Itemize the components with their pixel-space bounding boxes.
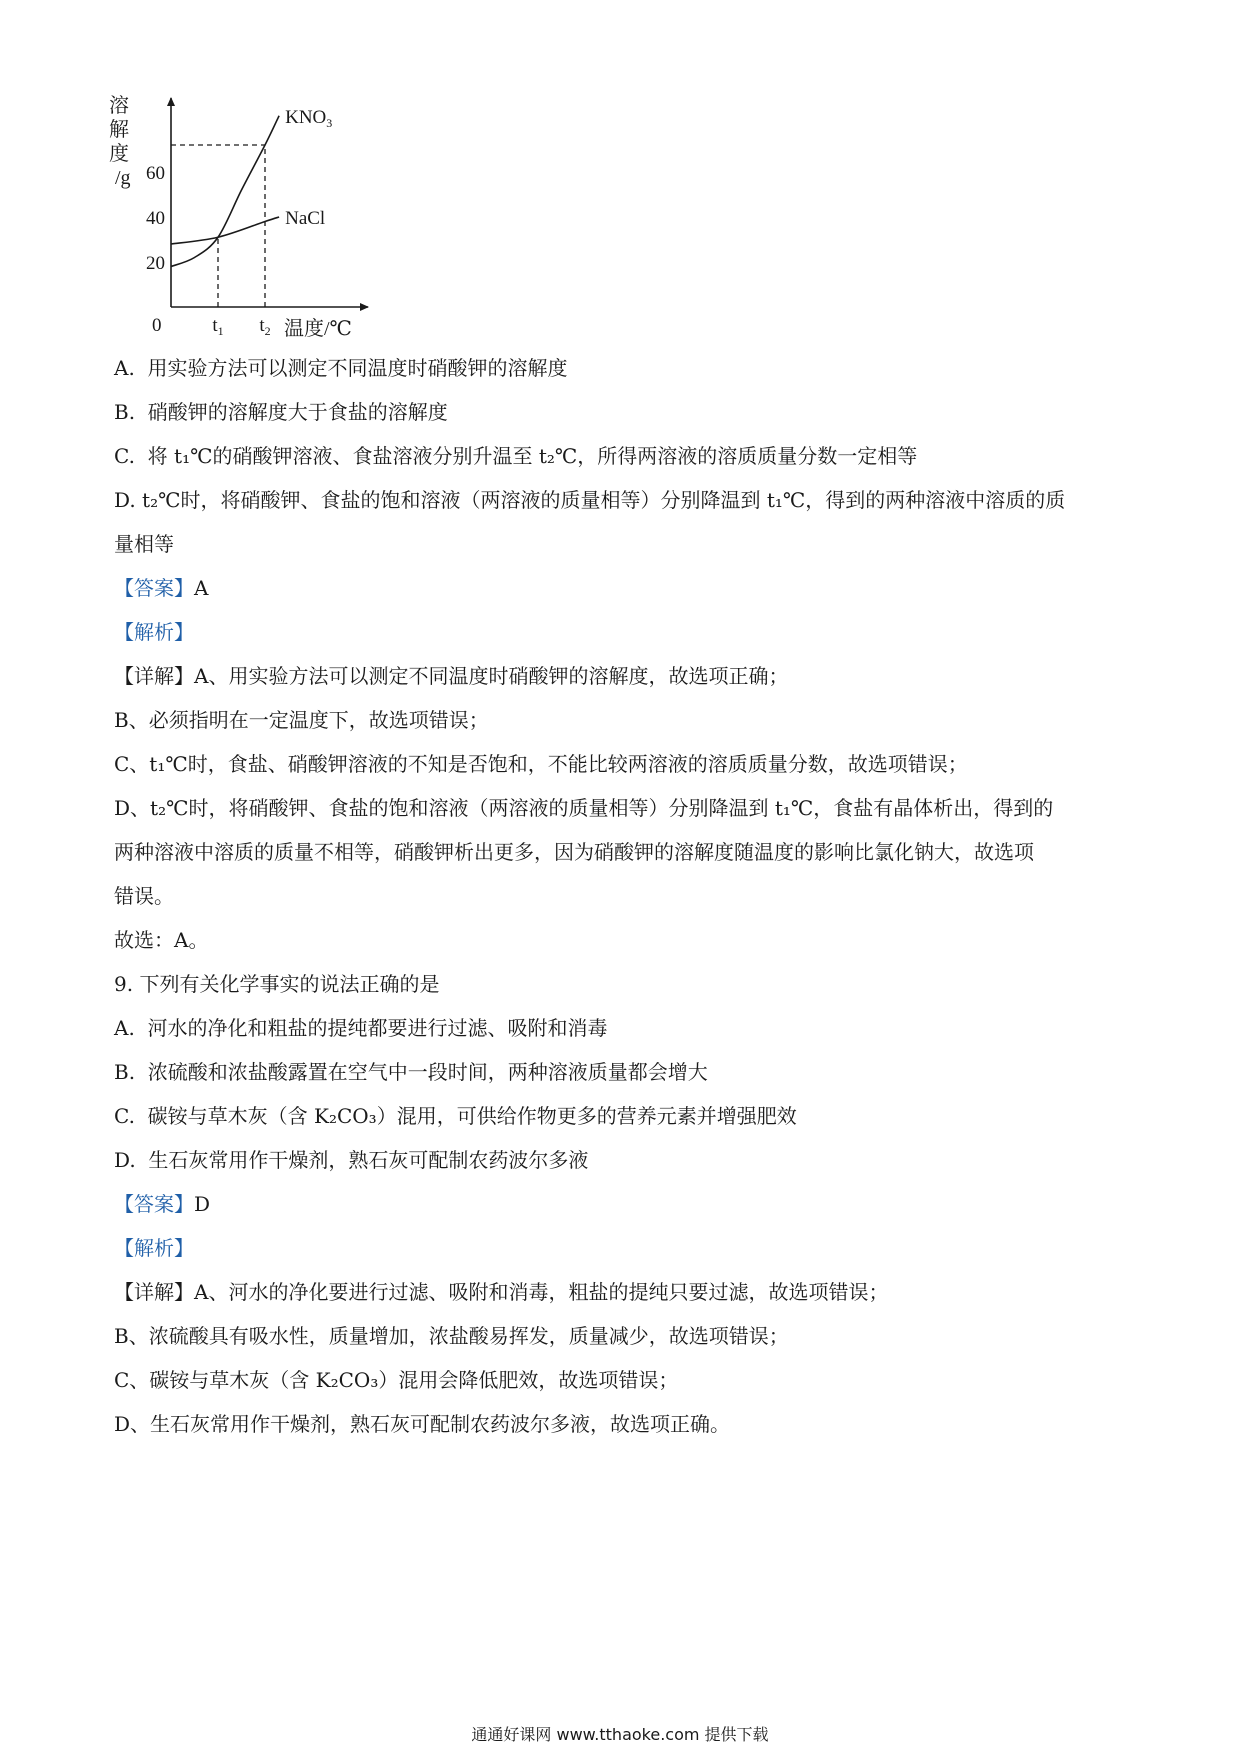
q9-answer [114, 1191, 210, 1217]
q9-detail-c: C、碳铵与草木灰（含 K₂CO₃）混用会降低肥效，故选项错误； [114, 1368, 679, 1392]
x-tick-labels [152, 315, 271, 338]
q9-option-b: B. 浓硫酸和浓盐酸露置在空气中一段时间，两种溶液质量都会增大 [114, 1060, 708, 1084]
q8-conclusion: 故选：A。 [114, 928, 209, 952]
x-axis-label: 温度/℃ [284, 318, 352, 340]
q9-analysis-label: 【解析】 [114, 1236, 194, 1260]
answer-label: 【答案】 [114, 576, 194, 600]
q8-detail-d-line1: D、t₂℃时，将硝酸钾、食盐的饱和溶液（两溶液的质量相等）分别降温到 t₁℃，食盐有晶体析出，得到的 [114, 796, 1054, 820]
q8-detail-a: 【详解】A、用实验方法可以测定不同温度时硝酸钾的溶解度，故选项正确； [114, 664, 789, 688]
q9-detail-d: D、生石灰常用作干燥剂，熟石灰可配制农药波尔多液，故选项正确。 [114, 1412, 731, 1436]
series-labels [285, 107, 332, 229]
q8-detail-d-line3: 错误。 [114, 884, 174, 908]
q9-option-a: A. 河水的净化和粗盐的提纯都要进行过滤、吸附和消毒 [114, 1016, 608, 1040]
detail-label: 【详解】 [114, 664, 194, 688]
q8-option-b: B. 硝酸钾的溶解度大于食盐的溶解度 [114, 400, 448, 424]
y-axis-label-char: 溶 [109, 95, 129, 117]
detail-label: 【详解】 [114, 1280, 194, 1304]
series-nacl-line [171, 217, 279, 244]
q9-detail-a: 【详解】A、河水的净化要进行过滤、吸附和消毒，粗盐的提纯只要过滤，故选项错误； [114, 1280, 889, 1304]
y-axis-label-char: 度 [109, 143, 129, 165]
solubility-chart-svg [109, 95, 418, 380]
answer-value: D [194, 1192, 211, 1216]
y-axis-label-char: /g [115, 167, 131, 189]
footer-source[interactable]: 通通好课网 www.tthaoke.com 提供下载 [471, 1725, 769, 1744]
q8-option-d-continued: 量相等 [114, 532, 174, 556]
series-nacl-label: NaCl [285, 208, 326, 229]
q8-answer [114, 575, 208, 601]
series-lines [171, 116, 279, 267]
x-tick-label: $t_1$ [212, 315, 224, 338]
q8-analysis-label: 【解析】 [114, 620, 194, 644]
answer-value: A [194, 576, 209, 600]
answer-label: 【答案】 [114, 1192, 194, 1216]
q8-option-d: D. t₂℃时，将硝酸钾、食盐的饱和溶液（两溶液的质量相等）分别降温到 t₁℃，得到的两种溶液中溶质的质 [114, 488, 1066, 512]
y-axis-label-char: 解 [109, 119, 129, 141]
q9-detail-b: B、浓硫酸具有吸水性，质量增加，浓盐酸易挥发，质量减少，故选项错误； [114, 1324, 789, 1348]
q8-detail-c: C、t₁℃时，食盐、硝酸钾溶液的不知是否饱和，不能比较两溶液的溶质质量分数，故选项错误； [114, 752, 968, 776]
y-axis-label [109, 94, 131, 189]
q9-question: 9. 下列有关化学事实的说法正确的是 [114, 972, 440, 996]
solubility-chart [109, 95, 418, 380]
x-tick-label: $t_2$ [259, 315, 271, 338]
q8-option-a: A. 用实验方法可以测定不同温度时硝酸钾的溶解度 [114, 356, 568, 380]
y-tick-labels [146, 163, 165, 274]
q8-option-c: C. 将 t₁℃的硝酸钾溶液、食盐溶液分别升温至 t₂℃，所得两溶液的溶质质量分数一定相等 [114, 444, 918, 468]
q8-detail-b: B、必须指明在一定温度下，故选项错误； [114, 708, 489, 732]
y-tick-label: 60 [146, 163, 165, 184]
y-tick-label: 40 [146, 208, 165, 229]
series-kno3-line [171, 116, 279, 267]
x-tick-label: 0 [152, 315, 162, 336]
q9-option-d: D. 生石灰常用作干燥剂，熟石灰可配制农药波尔多液 [114, 1148, 589, 1172]
q8-detail-d-line2: 两种溶液中溶质的质量不相等，硝酸钾析出更多，因为硝酸钾的溶解度随温度的影响比氯化钠大，故选项 [114, 840, 1034, 864]
y-tick-label: 20 [146, 253, 165, 274]
series-kno3-label: $KNO_3$ [285, 106, 333, 130]
q9-option-c: C. 碳铵与草木灰（含 K₂CO₃）混用，可供给作物更多的营养元素并增强肥效 [114, 1104, 797, 1128]
